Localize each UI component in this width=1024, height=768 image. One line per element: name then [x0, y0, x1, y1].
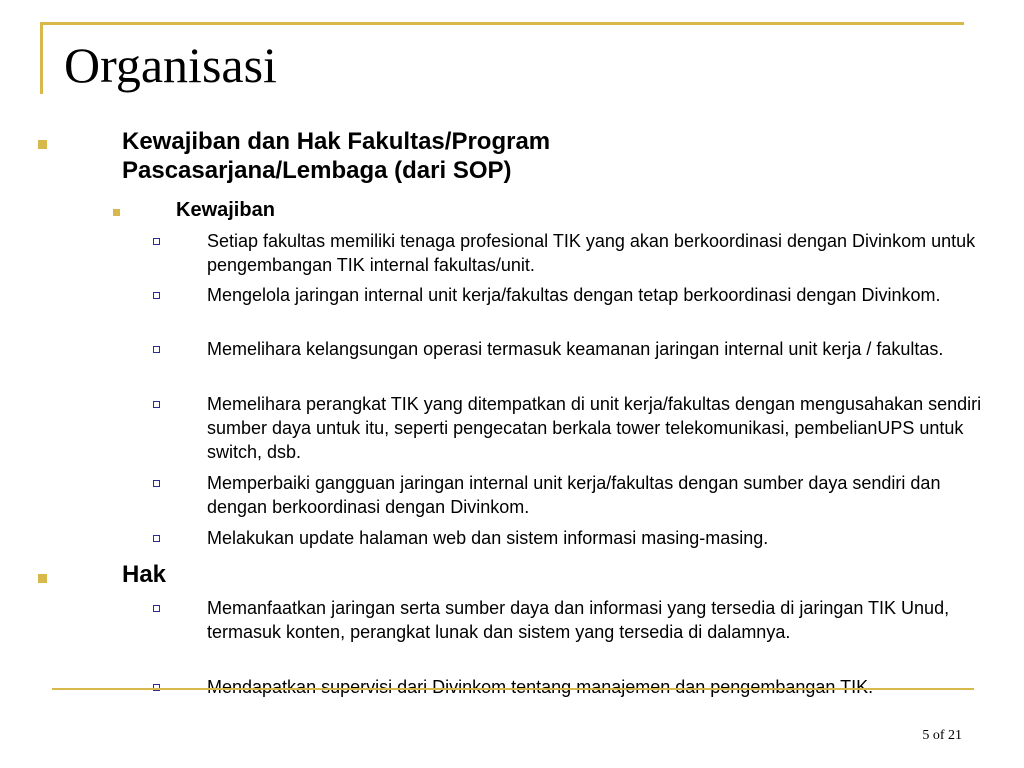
bullet-text-kewajiban: Kewajiban: [176, 199, 275, 221]
list-item: Memanfaatkan jaringan serta sumber daya dan informasi yang tersedia di jaringan TIK Unud, termasuk konten, perangkat lunak dan sistem yang tersedia di dalamnya.: [207, 598, 950, 642]
list-item: Memperbaiki gangguan jaringan internal unit kerja/fakultas dengan sumber daya sendiri dan dengan berkoordinasi dengan Divinkom.: [207, 473, 941, 517]
frame-bottom-line: [52, 688, 974, 690]
checkbox-bullet-icon: [153, 401, 160, 408]
bullet-square: [38, 574, 47, 583]
bullet-square: [38, 140, 47, 149]
bullet-text-heading: Kewajiban dan Hak Fakultas/Program Pascasarjana/Lembaga (dari SOP): [122, 128, 551, 184]
list-item: Memelihara kelangsungan operasi termasuk keamanan jaringan internal unit kerja / fakultas.: [207, 339, 944, 359]
list-item: Memelihara perangkat TIK yang ditempatkan di unit kerja/fakultas dengan mengusahakan sendiri sumber daya untuk itu, seperti pengecatan berkala tower telekomunikasi, pembelianUPS untuk switch, dsb.: [207, 394, 982, 462]
checkbox-bullet-icon: [153, 346, 160, 353]
checkbox-bullet-icon: [153, 535, 160, 542]
bullet-square-small: [113, 209, 120, 216]
list-item: Mendapatkan supervisi dari Divinkom tentang manajemen dan pengembangan TIK.: [207, 677, 874, 697]
slide-title: Organisasi: [64, 37, 277, 93]
checkbox-bullet-icon: [153, 605, 160, 612]
list-item: Melakukan update halaman web dan sistem informasi masing-masing.: [207, 528, 769, 548]
bullet-text-hak: Hak: [122, 561, 167, 588]
list-item: Setiap fakultas memiliki tenaga profesional TIK yang akan berkoordinasi dengan Divinkom untuk pengembangan TIK internal fakultas/unit.: [207, 231, 976, 275]
checkbox-bullet-icon: [153, 238, 160, 245]
checkbox-bullet-icon: [153, 292, 160, 299]
checkbox-bullet-icon: [153, 480, 160, 487]
list-item: Mengelola jaringan internal unit kerja/fakultas dengan tetap berkoordinasi dengan Divinkom.: [207, 285, 941, 305]
page-number: 5 of 21: [922, 728, 962, 743]
